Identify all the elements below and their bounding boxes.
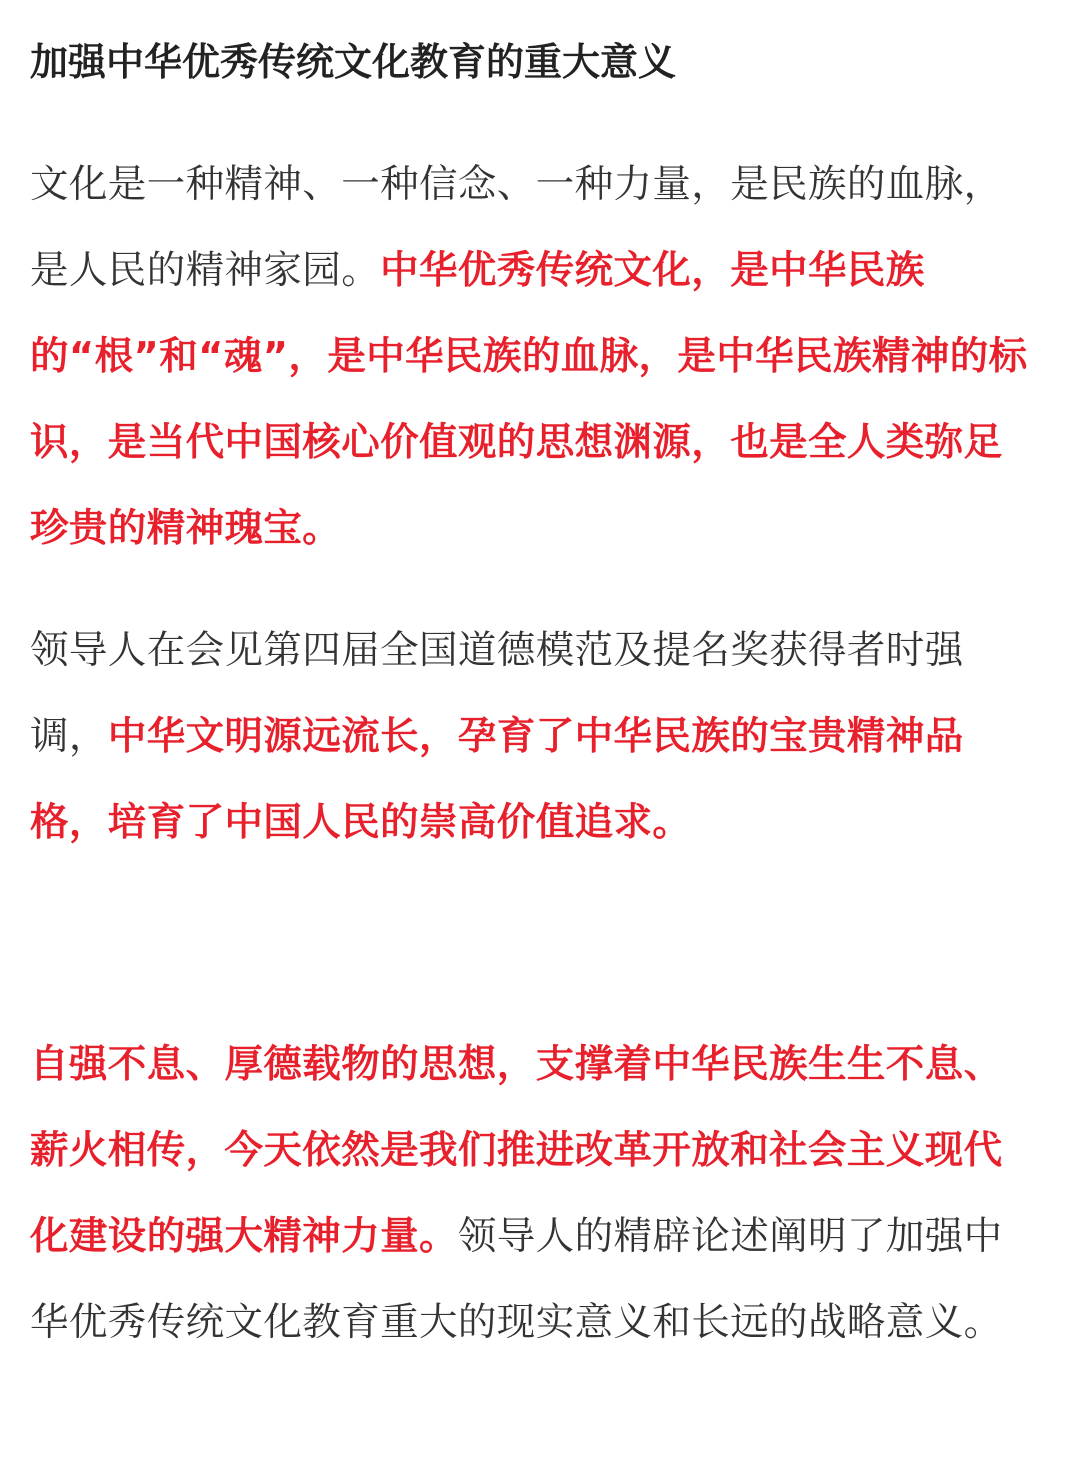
article-title: 加强中华优秀传统文化教育的重大意义 xyxy=(30,40,677,84)
paragraph-2-plain-text: 领导人在会见第四届全国道德模范及提名奖获得者时强调， xyxy=(30,628,964,759)
paragraph-1 xyxy=(30,142,1030,572)
paragraph-1-highlight-text: 中华优秀传统文化，是中华民族的“根”和“魂”，是中华民族的血脉，是中华民族精神的标识，是当代中国核心价值观的思想渊源，也是全人类弥足珍贵的精神瑰宝。 xyxy=(30,248,1028,551)
paragraph-1-plain-text: 文化是一种精神、一种信念、一种力量，是民族的血脉，是人民的精神家园。 xyxy=(30,162,1003,293)
paragraph-3-plain-text: 领导人的精辟论述阐明了加强中华优秀传统文化教育重大的现实意义和长远的战略意义。 xyxy=(30,1214,1003,1345)
paragraph-3-highlight-text: 自强不息、厚德载物的思想，支撑着中华民族生生不息、薪火相传，今天依然是我们推进改革开放和社会主义现代化建设的强大精神力量。 xyxy=(30,1042,1003,1259)
paragraph-3 xyxy=(30,1022,1030,1366)
paragraph-2 xyxy=(30,608,1030,866)
paragraph-2-highlight-text: 中华文明源远流长，孕育了中华民族的宝贵精神品格，培育了中国人民的崇高价值追求。 xyxy=(30,714,964,845)
